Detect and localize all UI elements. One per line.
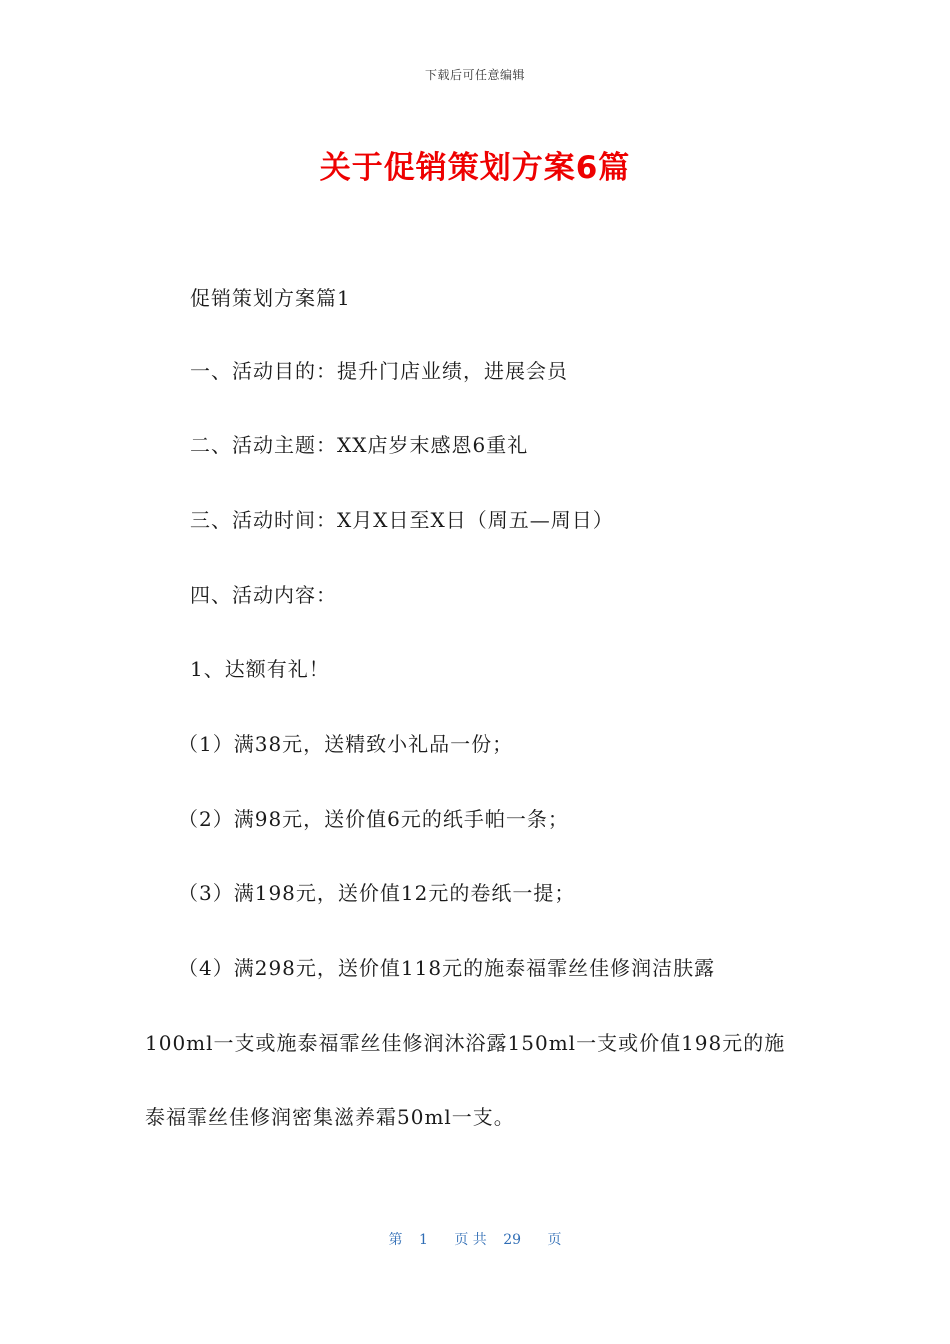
list-item-continuation: 100ml一支或施泰福霏丝佳修润沐浴露150ml一支或价值198元的施 [145, 1031, 786, 1055]
list-item: （2）满98元，送价值6元的纸手帕一条； [178, 807, 569, 831]
section-heading: 促销策划方案篇1 [190, 286, 351, 310]
current-page-number: 1 [418, 1232, 428, 1248]
list-item: （1）满38元，送精致小礼品一份； [178, 732, 514, 756]
document-title: 关于促销策划方案6篇 [319, 150, 631, 186]
page-suffix: 页 [547, 1232, 562, 1248]
paragraph-activity-purpose: 一、活动目的：提升门店业绩，进展会员 [190, 359, 568, 383]
list-item: （4）满298元，送价值118元的施泰福霏丝佳修润洁肤露 [178, 956, 716, 980]
total-pages: 29 [503, 1232, 522, 1248]
list-item-continuation: 泰福霏丝佳修润密集滋养霜50ml一支。 [145, 1105, 515, 1129]
paragraph-activity-content: 四、活动内容： [190, 583, 337, 607]
page-mid: 页 共 [454, 1232, 487, 1248]
header-note: 下载后可任意编辑 [424, 68, 525, 82]
page-footer [0, 1229, 950, 1249]
list-item: （3）满198元，送价值12元的卷纸一提； [178, 881, 576, 905]
paragraph-activity-time: 三、活动时间：X月X日至X日（周五—周日） [190, 508, 614, 532]
paragraph-activity-theme: 二、活动主题：XX店岁末感恩6重礼 [190, 433, 529, 457]
page-prefix: 第 [388, 1232, 403, 1248]
paragraph-reward-heading: 1、达额有礼！ [190, 657, 330, 681]
